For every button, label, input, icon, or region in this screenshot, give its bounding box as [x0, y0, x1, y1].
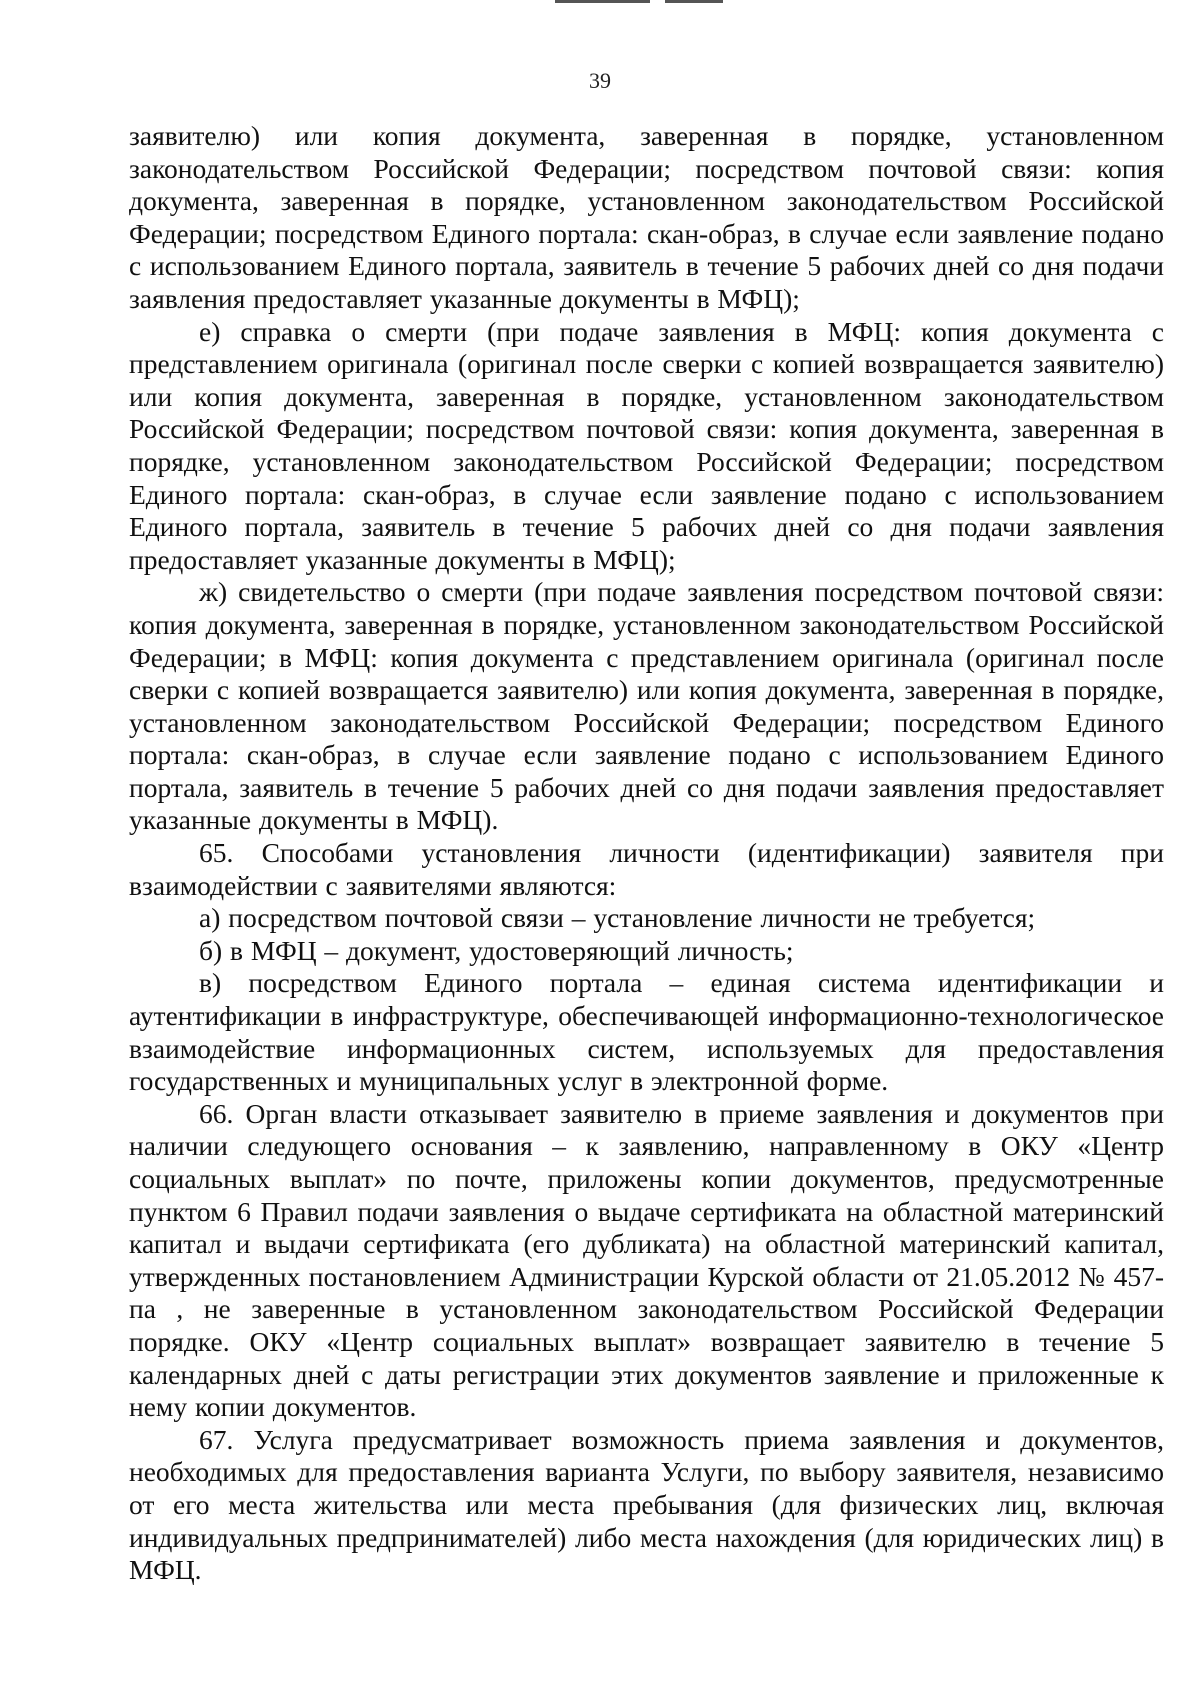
page-number: 39 — [589, 68, 611, 93]
scan-artifact — [555, 0, 795, 4]
document-body — [129, 120, 1164, 1587]
paragraph-continuation: заявителю) или копия документа, заверенная в порядке, установленном законодательством Российской Федерации; посредством почтовой связи: копия документа, заверенная в порядке, установленном законодательством Российской Федерации; посредством Единого портала: скан-образ, в случае если заявление подано с использованием Единого портала, заявитель в течение 5 рабочих дней со дня подачи заявления предоставляет указанные документы в МФЦ); — [129, 120, 1164, 314]
paragraph-65: 65. Способами установления личности (идентификации) заявителя при взаимодействии с заявителями являются: — [129, 837, 1164, 901]
paragraph-item-e: е) справка о смерти (при подаче заявления в МФЦ: копия документа с представлением оригинала (оригинал после сверки с копией возвращается заявителю) или копия документа, заверенная в порядке, установленном законодательством Российской Федерации; посредством почтовой связи: копия документа, заверенная в порядке, установленном законодательством Российской Федерации; посредством Единого портала: скан-образ, в случае если заявление подано с использованием Единого портала, заявитель в течение 5 рабочих дней со дня подачи заявления предоставляет указанные документы в МФЦ); — [129, 315, 1164, 575]
paragraph-item-zh: ж) свидетельство о смерти (при подаче заявления посредством почтовой связи: копия документа, заверенная в порядке, установленном законодательством Российской Федерации; в МФЦ: копия документа с представлением оригинала (оригинал после сверки с копией возвращается заявителю) или копия документа, заверенная в порядке, установленном законодательством Российской Федерации; посредством Единого портала: скан-образ, в случае если заявление подано с использованием Единого портала, заявитель в течение 5 рабочих дней со дня подачи заявления предоставляет указанные документы в МФЦ). — [129, 576, 1164, 836]
paragraph-65-a: а) посредством почтовой связи – установление личности не требуется; — [199, 902, 1036, 934]
paragraph-66: 66. Орган власти отказывает заявителю в приеме заявления и документов при наличии следующего основания – к заявлению, направленному в ОКУ «Центр социальных выплат» по почте, приложены копии документов, предусмотренные пунктом 6 Правил подачи заявления о выдаче сертификата на областной материнский капитал и выдачи сертификата (его дубликата) на областной материнский капитал, утвержденных постановлением Администрации Курской области от 21.05.2012 № 457-па , не заверенные в установленном законодательством Российской Федерации порядке. ОКУ «Центр социальных выплат» возвращает заявителю в течение 5 календарных дней с даты регистрации этих документов заявление и приложенные к нему копии документов. — [129, 1097, 1164, 1423]
paragraph-67: 67. Услуга предусматривает возможность приема заявления и документов, необходимых для предоставления варианта Услуги, по выбору заявителя, независимо от его места жительства или места пребывания (для физических лиц, включая индивидуальных предпринимателей) либо места нахождения (для юридических лиц) в МФЦ. — [129, 1423, 1164, 1586]
paragraph-65-v: в) посредством Единого портала – единая система идентификации и аутентификации в инфраструктуре, обеспечивающей информационно-технологическое взаимодействие информационных систем, используемых для предоставления государственных и муниципальных услуг в электронной форме. — [129, 967, 1164, 1097]
paragraph-65-b: б) в МФЦ – документ, удостоверяющий личность; — [199, 934, 794, 966]
